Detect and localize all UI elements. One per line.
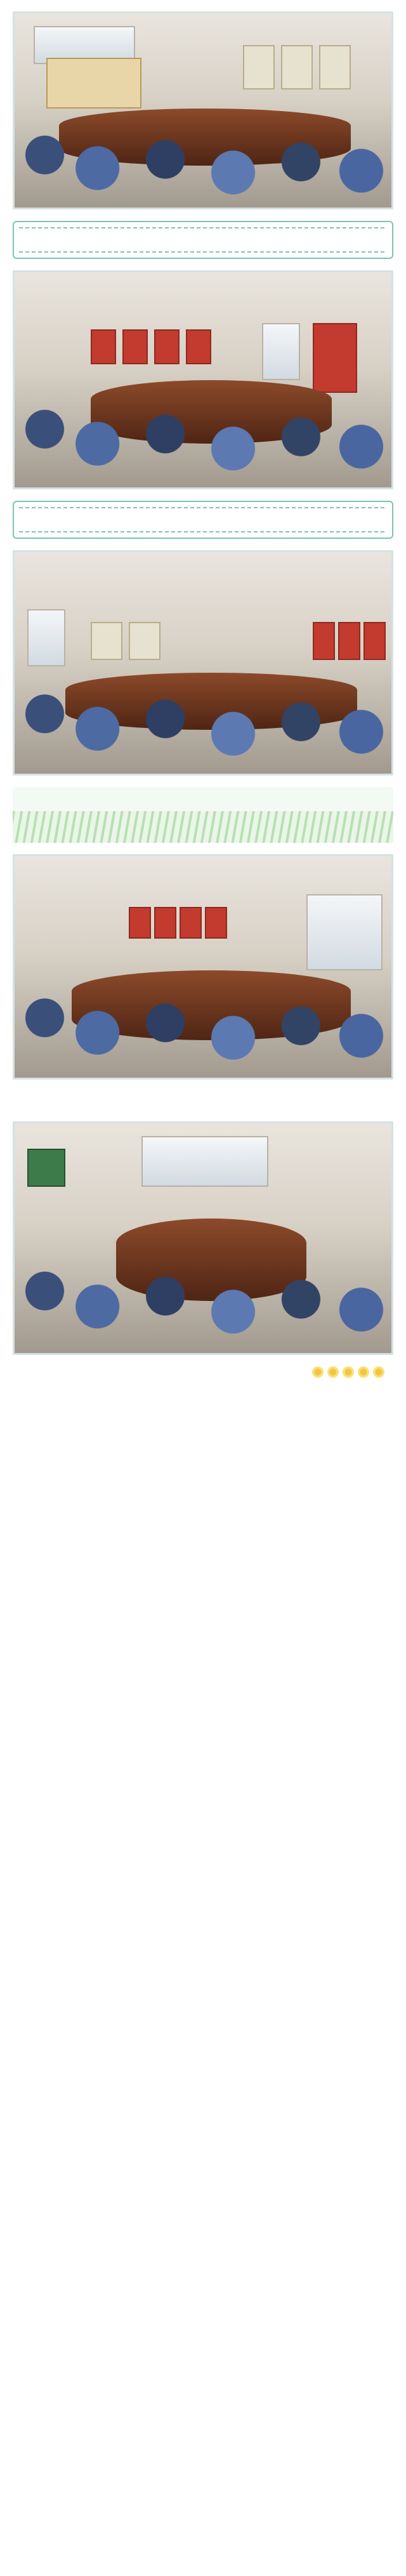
article-page [0,11,406,1403]
meeting-photo-1 [13,11,393,209]
flower-icon [327,1366,339,1378]
flower-icon [343,1366,354,1378]
closing-block [13,1091,393,1110]
meeting-photo-4 [13,854,393,1080]
text-card-2 [13,501,393,539]
text-card-1 [13,221,393,259]
meeting-photo-5 [13,1121,393,1355]
meeting-photo-2 [13,270,393,489]
grass-decoration [13,811,393,843]
footer-flowers [13,1366,393,1378]
text-card-3 [13,787,393,843]
flower-icon [373,1366,384,1378]
flower-icon [312,1366,324,1378]
meeting-photo-3 [13,550,393,776]
flower-icon [358,1366,369,1378]
